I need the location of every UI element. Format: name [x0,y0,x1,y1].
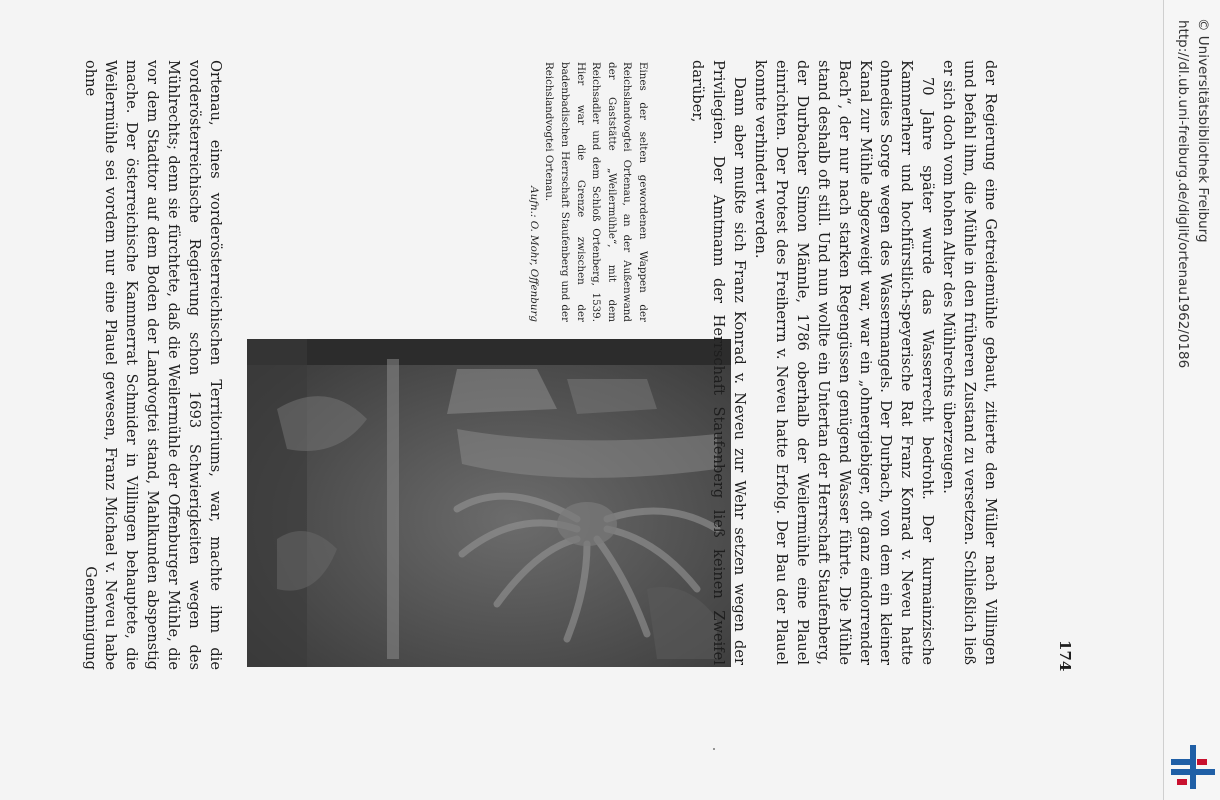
text-column-right [686,60,1000,665]
photo-credit: Aufn.: O. Mohr, Offenburg [527,186,540,322]
paragraph: Dann aber mußte sich Franz Konrad v. Neveu zur Wehr setzen wegen der Privilegien. Der Amtmann der Herrschaft Staufenberg ließ keinen Zweifel darüber, [689,60,749,665]
library-logo-icon [1171,745,1215,789]
caption-text: Eines der selten gewordenen Wappen der Reichslandvogtei Ortenau, an der Außenwand der Gaststätte „Weilermühle“, mit dem Reichsadler und dem Schloß Ortenberg, 1539. Hier war die Grenze zwischen der badenbadischen Herrschaft Staufenberg und der Reichslandvogtei Ortenau. [543,62,649,322]
relief-stone-image [247,339,731,667]
paragraph: der Regierung eine Getreidemühle gebaut, zitierte den Müller nach Villingen und befahl ihm, die Mühle in den früheren Zustand zu versetzen. Schließlich ließ er sich doch vom hohen Alter des Mühlrechts überzeugen. [940,60,999,665]
page-number: 174 [1056,640,1074,672]
text-column-left [79,60,225,670]
paragraph: Ortenau, eines vorderösterreichischen Territoriums, war, machte ihm die vorderösterreichische Regierung schon 1693 Schwierigkeiten wegen des Mühlrechts; denn sie fürchtete, daß die Weilermühle der Offenburger Mühle, die vor dem Stadttor auf dem Boden der Landvogtei stand, Mahlkunden abspenstig mache. Der österreichische Kammerrat Schmider in Villingen behauptete, die Weilermühle sei vordem nur eine Plauel gewesen, Franz Michael v. Neveu habe ohne Genehmigung [81,60,224,670]
paragraph: 70 Jahre später wurde das Wasserrecht bedroht. Der kurmainzische Kammerherr und hochfürstlich-speyerische Rat Franz Konrad v. Neveu hatte ohnedies Sorge wegen des Wassermangels. Der Durbach, von dem ein kleiner Kanal zur Mühle abgezweigt war, war ein „ohnergiebiger, oft ganz eindorrender Bach“, der nur nach starken Regengüssen genügend Wasser führte. Die Mühle stand deshalb oft still. Und nun wollte ein Untertan der Herrschaft Staufenberg, der Durbacher Simon Männle, 1786 oberhalb der Weilermühle eine Plauel einrichten. Der Protest des Freiherrn v. Neveu hatte Erfolg. Der Bau der Plauel konnte verhindert werden. [752,60,937,665]
source-url-link[interactable]: http://dl.ub.uni-freiburg.de/diglit/ortenau1962/0186 [1175,20,1191,369]
copyright-notice: © Universitätsbibliothek Freiburg [1195,18,1211,243]
photo-caption [525,62,650,322]
speck [713,748,715,750]
coat-of-arms-photo [247,339,731,667]
